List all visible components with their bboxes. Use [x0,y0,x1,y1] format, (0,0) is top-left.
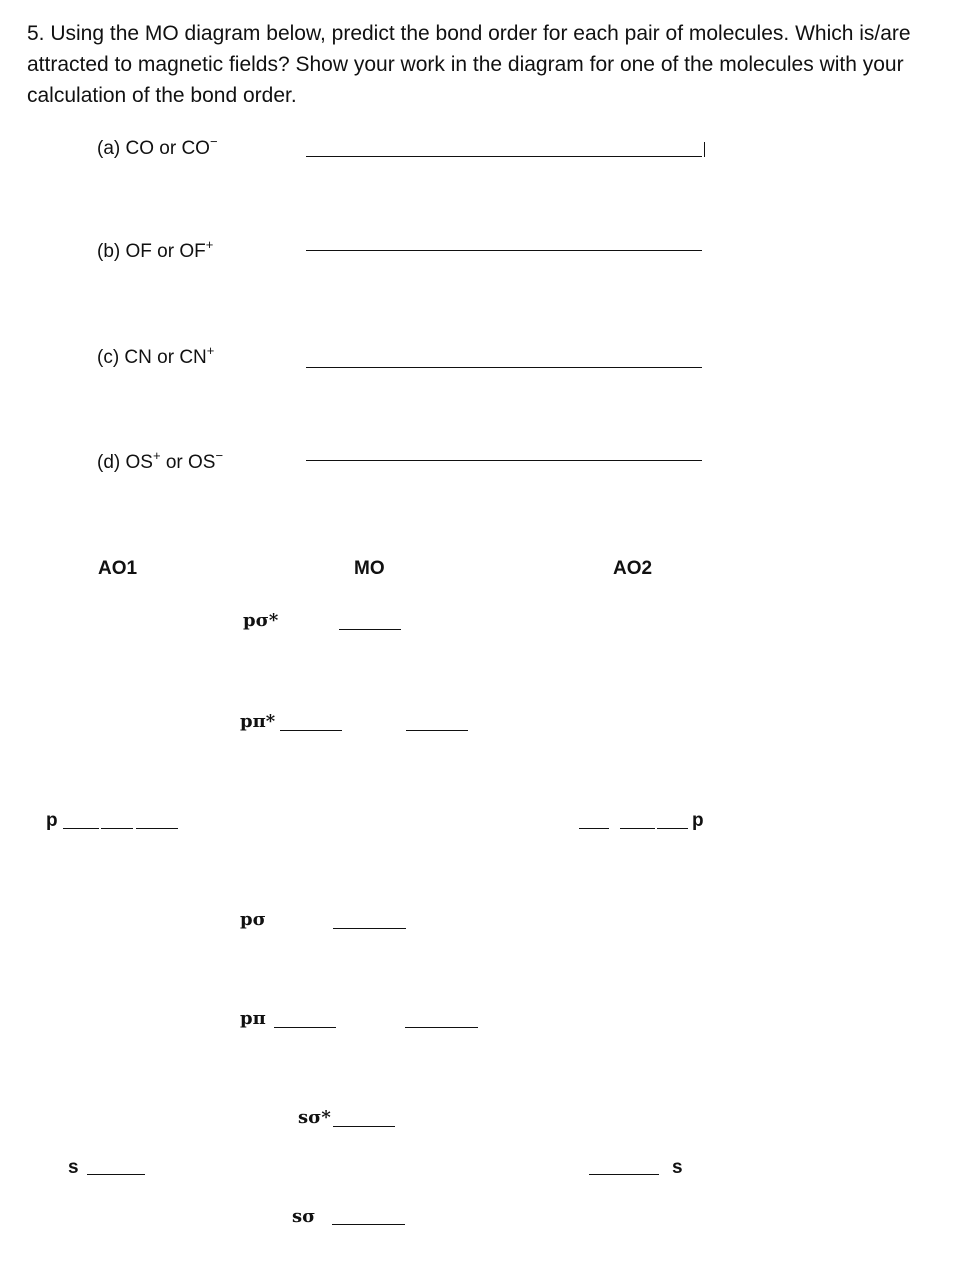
item-a [97,134,218,160]
level-p-pi-1[interactable] [274,1027,336,1028]
label-p-right: p [692,810,704,831]
item-b [97,237,214,263]
level-p-sigma-star[interactable] [339,629,401,630]
level-p-left-3[interactable] [136,828,178,829]
level-p-right-3[interactable] [657,828,688,829]
level-s-sigma[interactable] [332,1224,405,1225]
item-c [97,343,215,369]
label-s-sigma: sσ [292,1206,316,1227]
level-p-pi-star-1[interactable] [280,730,342,731]
label-p-left: p [46,810,58,831]
level-p-right-1[interactable] [579,828,609,829]
level-s-sigma-star[interactable] [333,1126,395,1127]
answer-line-b[interactable] [306,250,702,251]
level-s-right[interactable] [589,1174,659,1175]
item-d-sup: + [152,448,161,463]
header-mo: MO [354,558,385,579]
label-p-pi: pπ [240,1008,266,1029]
level-p-sigma[interactable] [333,928,406,929]
label-p-sigma-star: pσ* [243,610,279,631]
item-c-sup: + [206,343,215,358]
item-d-sup2: − [215,448,224,463]
level-p-pi-2[interactable] [405,1027,478,1028]
label-s-left: s [68,1157,79,1178]
item-c-label: (c) CN or CN [97,347,207,368]
answer-line-d[interactable] [306,460,702,461]
item-d [97,448,224,474]
question-text: 5. Using the MO diagram below, predict the bond order for each pair of molecules. Which is/are attracted to magnetic fields? Show your work in the diagram for one of the molecules with your calculation of the bond order. [27,22,911,107]
level-p-left-2[interactable] [101,828,133,829]
item-a-sup: − [209,134,218,149]
item-b-sup: + [205,237,214,252]
label-s-sigma-star: sσ* [298,1107,331,1128]
answer-line-a-tick [704,142,705,157]
level-s-left[interactable] [87,1174,145,1175]
item-b-label: (b) OF or OF [97,241,206,262]
level-p-pi-star-2[interactable] [406,730,468,731]
label-p-pi-star: pπ* [240,711,276,732]
label-p-sigma: pσ [240,909,266,930]
item-a-label: (a) CO or CO [97,138,210,159]
header-ao1: AO1 [98,558,138,579]
header-ao2: AO2 [613,558,653,579]
answer-line-c[interactable] [306,367,702,368]
label-s-right: s [672,1157,683,1178]
answer-line-a[interactable] [306,156,702,157]
item-d-label: (d) OS [97,452,153,473]
item-d-mid: or OS [160,452,216,473]
level-p-left-1[interactable] [63,828,99,829]
level-p-right-2[interactable] [620,828,655,829]
